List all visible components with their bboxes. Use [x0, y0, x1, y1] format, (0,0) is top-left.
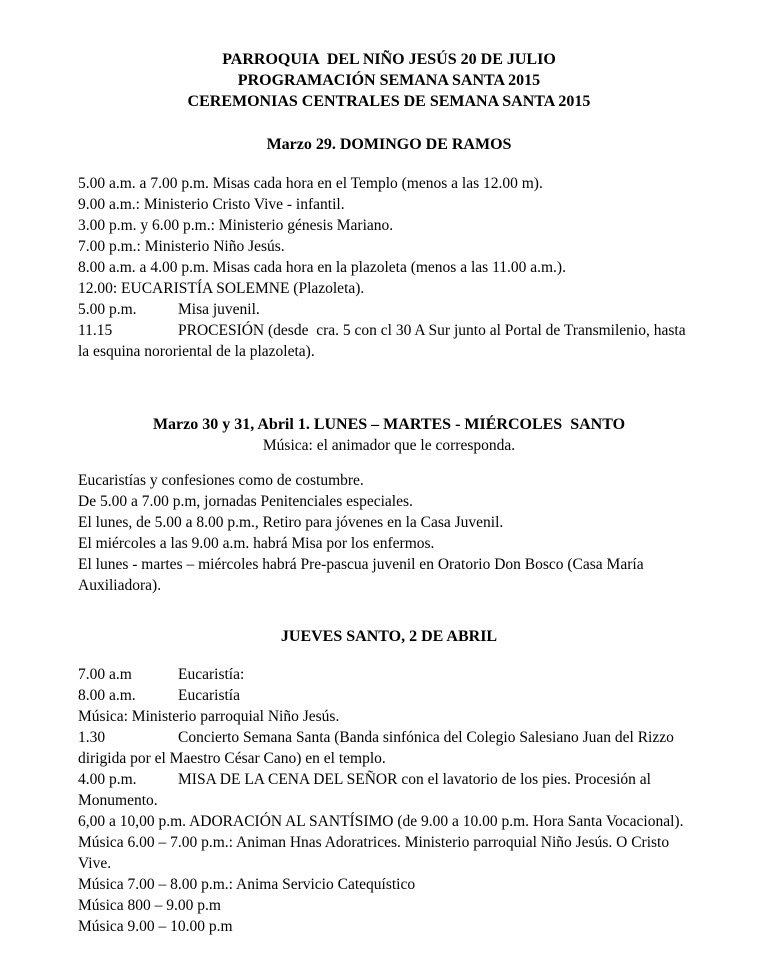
event-text: Eucaristía: [178, 666, 245, 683]
section-header [78, 49, 700, 112]
text-line: El lunes, de 5.00 a 8.00 p.m., Retiro para jóvenes en la Casa Juvenil. [78, 514, 504, 531]
text-line: El miércoles a las 9.00 a.m. habrá Misa por los enfermos. [78, 535, 435, 552]
event-text: Eucaristía [178, 687, 240, 704]
section-domingo-ramos [78, 134, 700, 362]
event-text: Concierto Semana Santa (Banda sinfónica del Colegio Salesiano Juan del Rizzo dirigida por el Maestro César Cano) en el templo. [78, 729, 678, 767]
text-line: 8.00 a.m. a 4.00 p.m. Misas cada hora en la plazoleta (menos a las 11.00 a.m.). [78, 259, 566, 276]
time-cell: 5.00 p.m. [78, 301, 137, 318]
indented-text-line: 12.00: EUCARISTÍA SOLEMNE (Plazoleta). [78, 280, 365, 297]
time-cell: 8.00 a.m. [78, 687, 136, 704]
doc-title-line: CEREMONIAS CENTRALES DE SEMANA SANTA 2015 [187, 93, 591, 110]
text-line: De 5.00 a 7.00 p.m, jornadas Penitenciales especiales. [78, 493, 413, 510]
indented-text-line: Música 800 – 9.00 p.m [78, 897, 221, 914]
event-text: PROCESIÓN (desde cra. 5 con cl 30 A Sur junto al Portal de Transmilenio, hasta la esquina nororiental de la plazoleta). [78, 322, 690, 360]
section-heading: JUEVES SANTO, 2 DE ABRIL [280, 628, 498, 645]
schedule-row [78, 685, 700, 706]
indented-text-line: 7.00 p.m.: Ministerio Niño Jesús. [78, 238, 285, 255]
time-cell: 4.00 p.m. [78, 771, 137, 788]
event-text: MISA DE LA CENA DEL SEÑOR con el lavatorio de los pies. Procesión al Monumento. [78, 771, 655, 809]
time-cell: 11.15 [78, 322, 113, 339]
indented-text-line: Música 6.00 – 7.00 p.m.: Animan Hnas Adoratrices. Ministerio parroquial Niño Jesús. O Cristo Vive. [78, 834, 673, 872]
section-jueves-santo [78, 626, 700, 937]
doc-title-line: PROGRAMACIÓN SEMANA SANTA 2015 [237, 72, 541, 89]
section-heading: Marzo 29. DOMINGO DE RAMOS [266, 136, 512, 153]
event-text: Misa juvenil. [178, 301, 260, 318]
schedule-row [78, 320, 700, 362]
text-line: 6,00 a 10,00 p.m. ADORACIÓN AL SANTÍSIMO (de 9.00 a 10.00 p.m. Hora Santa Vocacional). [78, 813, 684, 830]
time-cell: 1.30 [78, 729, 106, 746]
schedule-row [78, 664, 700, 685]
text-line: 5.00 a.m. a 7.00 p.m. Misas cada hora en el Templo (menos a las 12.00 m). [78, 175, 543, 192]
section-heading: Marzo 30 y 31, Abril 1. LUNES – MARTES - MIÉRCOLES SANTO [152, 416, 626, 433]
text-line: Eucaristías y confesiones como de costumbre. [78, 472, 364, 489]
text-line: El lunes - martes – miércoles habrá Pre-pascua juvenil en Oratorio Don Bosco (Casa María Auxiliadora). [78, 556, 647, 594]
schedule-row [78, 299, 700, 320]
indented-text-line: Música 7.00 – 8.00 p.m.: Anima Servicio Catequístico [78, 876, 416, 893]
section-subheading: Música: el animador que le corresponda. [262, 437, 516, 454]
indented-text-line: Música: Ministerio parroquial Niño Jesús. [78, 708, 340, 725]
doc-title-line: PARROQUIA DEL NIÑO JESÚS 20 DE JULIO [222, 51, 556, 68]
indented-text-line: 3.00 p.m. y 6.00 p.m.: Ministerio génesis Mariano. [78, 217, 394, 234]
schedule-row [78, 769, 700, 811]
indented-text-line: Música 9.00 – 10.00 p.m [78, 918, 233, 935]
schedule-row [78, 727, 700, 769]
indented-text-line: 9.00 a.m.: Ministerio Cristo Vive - infantil. [78, 196, 345, 213]
section-midweek [78, 414, 700, 596]
time-cell: 7.00 a.m [78, 666, 132, 683]
